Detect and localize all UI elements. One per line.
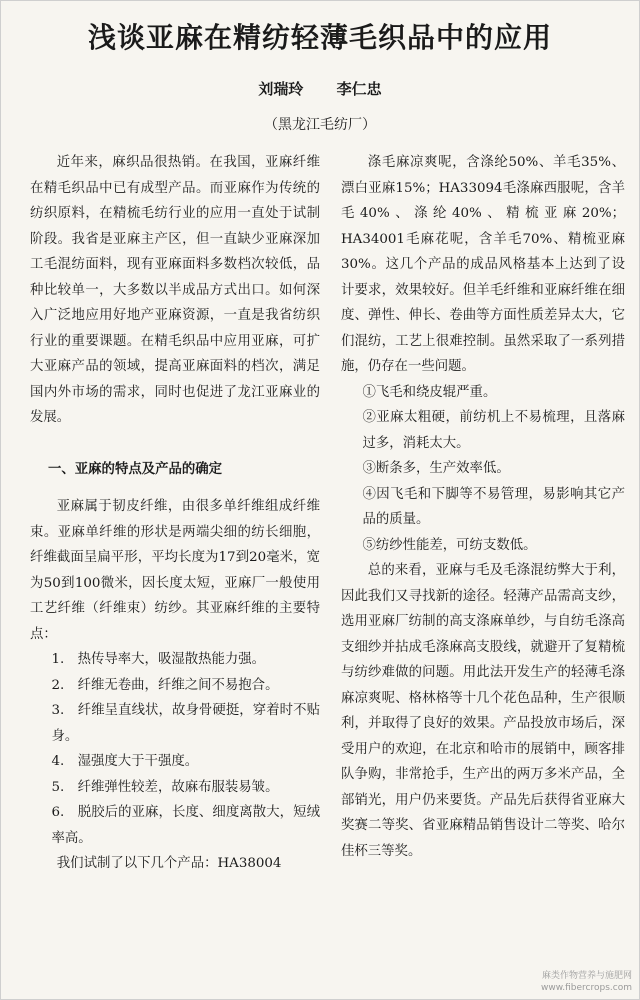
- author-name: 刘瑞玲: [258, 80, 304, 98]
- issue-item: ④因飞毛和下脚等不易管理，易影响其它产品的质量。: [362, 486, 625, 527]
- issue-item: ③断条多，生产效率低。: [362, 461, 510, 476]
- feature-item: 4. 湿强度大于干强度。: [51, 754, 199, 769]
- watermark: 麻类作物营养与施肥网 www.fibercrops.com: [541, 971, 632, 993]
- article-title: 浅谈亚麻在精纺轻薄毛织品中的应用: [87, 21, 552, 54]
- section-paragraph: 亚麻属于韧皮纤维，由很多单纤维组成纤维束。亚麻单纤维的形状是两端尖细的纺长细胞，纤维截面呈扁平形，平均长度为17到20毫米，宽为50到100微米，因长度太短，亚麻厂一般使用工艺纤维（纤维束）纺纱。其亚麻纤维的主要特点：: [30, 499, 320, 642]
- feature-item: 3. 纤维呈直线状，故身骨硬挺，穿着时不贴身。: [51, 703, 320, 744]
- conclusion-paragraph: 总的来看，亚麻与毛及毛涤混纺弊大于利，因此我们又寻找新的途径。轻薄产品需高支纱，选用亚麻厂纺制的高支涤麻单纱，与自纺毛涤高支细纱并拈成毛涤麻高支股线，就避开了复精梳与纺纱难做的问题。用此法开发生产的轻薄毛涤麻凉爽呢、格林格等十几个花色品种，生产很顺利，并取得了良好的效果。产品投放市场后，深受用户的欢迎，在北京和哈市的展销中，顾客排队争购，非常抢手，生产出的两万多米产品，全部销光，用户仍来要货。产品先后获得省亚麻大奖赛二等奖、省亚麻精品销售设计二等奖、哈尔佳杯三等奖。: [341, 563, 625, 859]
- feature-item: 2. 纤维无卷曲，纤维之间不易抱合。: [51, 677, 279, 693]
- products-paragraph: 涤毛麻凉爽呢，含涤纶50%、羊毛35%、漂白亚麻15%；HA33094毛涤麻西服呢，含羊毛40%、涤纶40%、精梳亚麻20%；HA34001毛麻花呢，含羊毛70%、精梳亚麻30%。这几个产品的成品风格基本上达到了设计要求，效果较好。但羊毛纤维和亚麻纤维在细度、弹性、伸长、卷曲等方面性质差异太大，它们混纺，工艺上很难控制。虽然采取了一系列措施，仍存在一些问题。: [341, 155, 625, 374]
- intro-paragraph: 近年来，麻织品很热销。在我国，亚麻纤维在精毛织品中已有成型产品。而亚麻作为传统的纺织原料，在精梳毛纺行业的应用一直处于试制阶段。我省是亚麻主产区，但一直缺少亚麻深加工毛混纺面料，现有亚麻面料多数档次较低，品种比较单一，大多数以半成品方式出口。如何深入广泛地应用好地产亚麻资源，一直是我省纺织行业的重要课题。在精毛织品中应用亚麻，可扩大亚麻产品的领域，提高亚麻面料的档次，满足国内外市场的需求，同时也促进了龙江亚麻业的发展。: [30, 155, 320, 425]
- issue-item: ⑤纺纱性能差，可纺支数低。: [362, 537, 537, 553]
- affiliation: （黑龙江毛纺厂）: [264, 117, 376, 133]
- issue-item: ②亚麻太粗硬，前纺机上不易梳理，且落麻过多，消耗太大。: [362, 410, 625, 451]
- author-name: 李仁忠: [336, 80, 382, 98]
- feature-item: 6. 脱胶后的亚麻，长度、细度离散大，短绒率高。: [51, 805, 320, 846]
- feature-item: 1. 热传导率大，吸湿散热能力强。: [51, 652, 266, 667]
- feature-item: 5. 纤维弹性较差，故麻布服装易皱。: [51, 779, 279, 795]
- left-column: [30, 150, 320, 877]
- trailing-paragraph: 我们试制了以下几个产品：HA38004: [56, 856, 282, 871]
- right-column: [341, 150, 625, 864]
- author-line: [0, 78, 640, 99]
- section-heading: 一、亚麻的特点及产品的确定: [48, 461, 223, 477]
- issue-item: ①飞毛和绕皮辊严重。: [362, 384, 497, 400]
